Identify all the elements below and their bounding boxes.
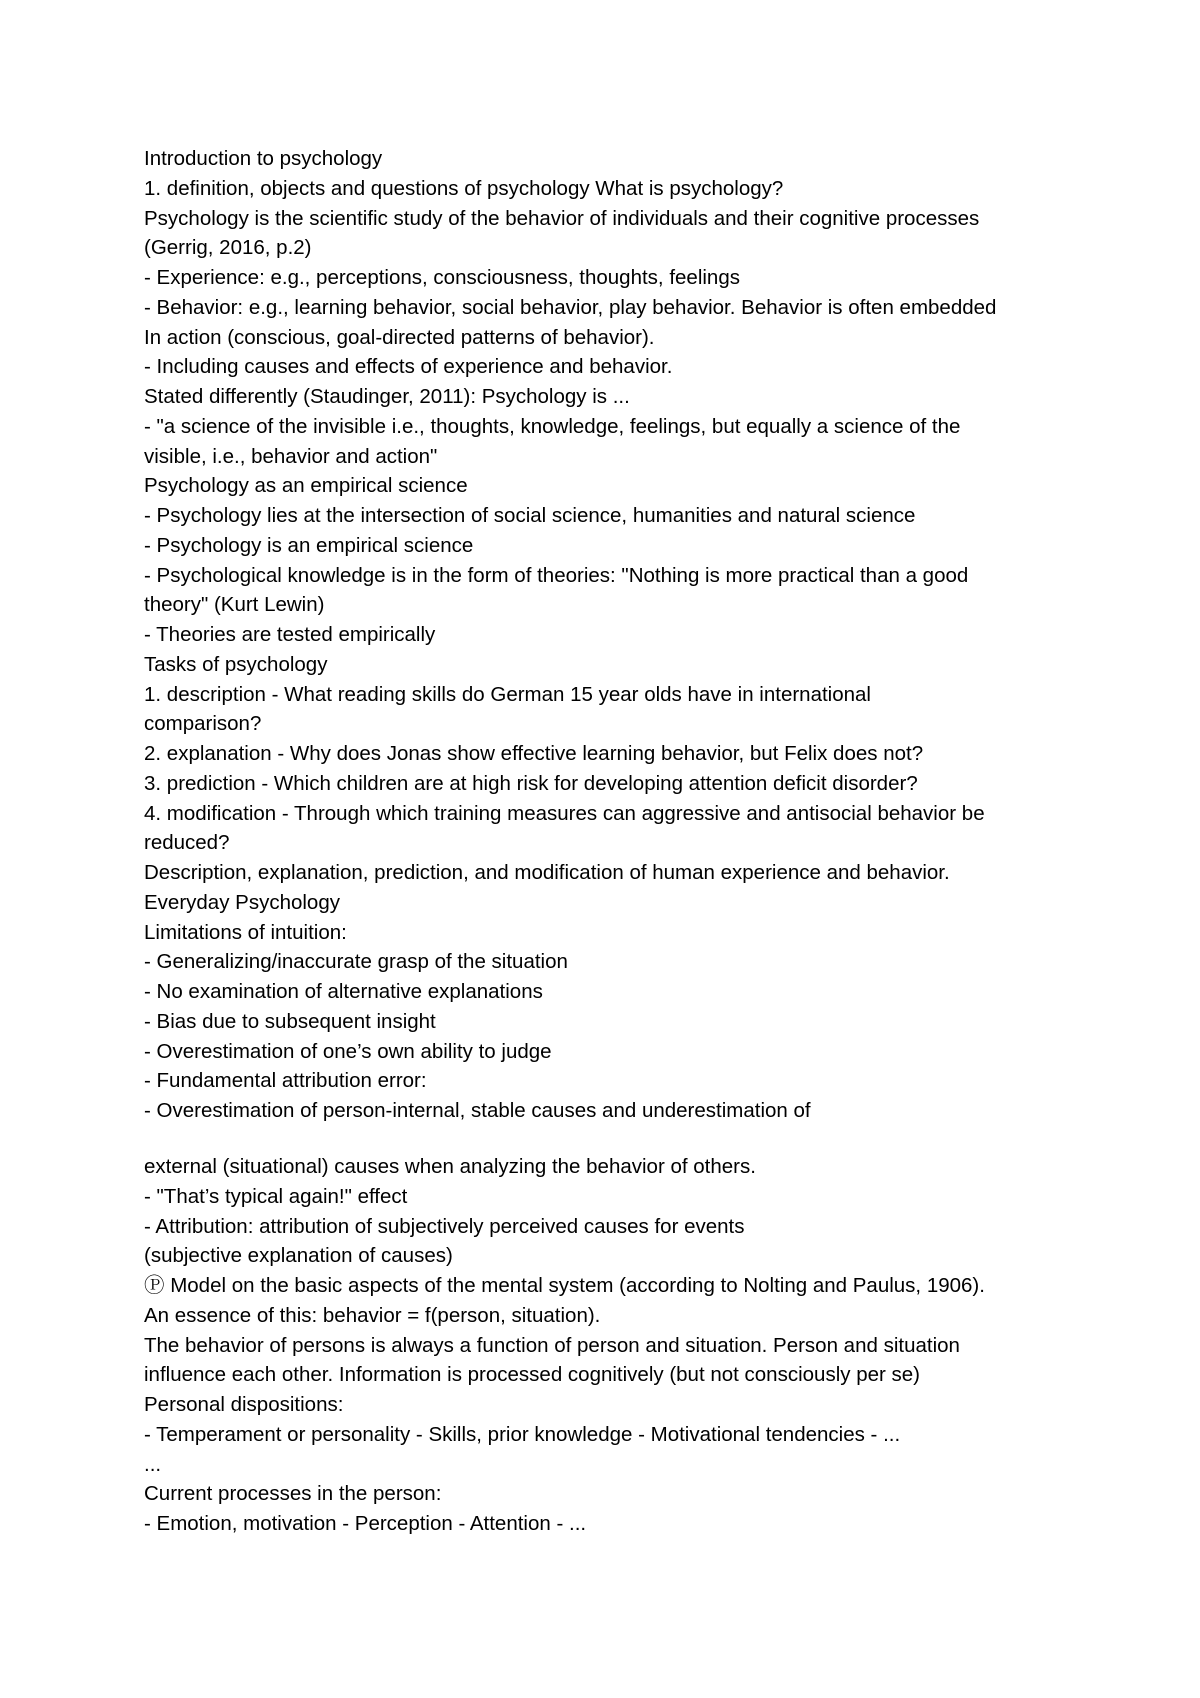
text-line: Ⓟ Model on the basic aspects of the mental system (according to Nolting and Paulus, 1906). [144,1274,985,1297]
text-line: - Theories are tested empirically [144,623,436,646]
text-line: comparison? [144,712,262,736]
text-line: Psychology is the scientific study of the behavior of individuals and their cognitive processes [144,206,980,230]
text-line: - Generalizing/inaccurate grasp of the situation [144,950,568,974]
text-line: 1. definition, objects and questions of psychology What is psychology? [144,176,784,200]
text-line: The behavior of persons is always a function of person and situation. Person and situation [144,1333,960,1357]
text-line: Stated differently (Staudinger, 2011): Psychology is ... [144,385,630,408]
text-line: 4. modification - Through which training measures can aggressive and antisocial behavior be [144,801,985,825]
text-line: - Psychology is an empirical science [144,533,474,557]
text-line: Everyday Psychology [144,890,340,914]
text-line: - Experience: e.g., perceptions, consciousness, thoughts, feelings [144,266,740,289]
text-line: (subjective explanation of causes) [144,1244,453,1268]
text-line: Personal dispositions: [144,1393,344,1416]
text-line: - Overestimation of person-internal, stable causes and underestimation of [144,1099,811,1122]
text-line: Tasks of psychology [144,652,328,676]
text-line: An essence of this: behavior = f(person, situation). [144,1303,601,1327]
text-block-part1 [144,144,1074,1126]
text-line: reduced? [144,831,230,855]
text-line: Psychology as an empirical science [144,474,468,498]
text-line: ... [144,1452,162,1476]
text-line: influence each other. Information is processed cognitively (but not consciously per se) [144,1363,920,1387]
text-line: - Fundamental attribution error: [144,1069,427,1093]
text-line: - Including causes and effects of experience and behavior. [144,355,673,379]
text-line: - Psychology lies at the intersection of social science, humanities and natural science [144,504,916,527]
text-line: 2. explanation - Why does Jonas show effective learning behavior, but Felix does not? [144,742,924,765]
text-line: Limitations of intuition: [144,920,347,944]
text-line: - No examination of alternative explanations [144,980,543,1003]
text-line: (Gerrig, 2016, p.2) [144,236,312,260]
text-line: visible, i.e., behavior and action" [144,444,438,468]
text-line: - Attribution: attribution of subjectively perceived causes for events [144,1214,745,1238]
text-line: - Psychological knowledge is in the form of theories: "Nothing is more practical than a good [144,563,969,587]
text-line: - "That’s typical again!" effect [144,1184,408,1208]
text-line: Introduction to psychology [144,147,383,170]
text-line: external (situational) causes when analyzing the behavior of others. [144,1155,756,1178]
text-line: 3. prediction - Which children are at high risk for developing attention deficit disorder? [144,771,918,795]
text-line: 1. description - What reading skills do German 15 year olds have in international [144,682,871,706]
text-line: - Emotion, motivation - Perception - Attention - ... [144,1512,587,1535]
text-line: - Bias due to subsequent insight [144,1009,436,1033]
text-line: theory" (Kurt Lewin) [144,593,325,617]
text-line: In action (conscious, goal-directed patterns of behavior). [144,325,655,349]
text-line: Description, explanation, prediction, and modification of human experience and behavior. [144,861,950,884]
text-line: - Overestimation of one’s own ability to judge [144,1039,552,1063]
text-block-part2 [144,1152,1074,1539]
text-line: - Temperament or personality - Skills, prior knowledge - Motivational tendencies - ... [144,1422,901,1446]
text-line: - "a science of the invisible i.e., thoughts, knowledge, feelings, but equally a science of the [144,414,961,438]
text-line: Current processes in the person: [144,1482,442,1506]
text-line: - Behavior: e.g., learning behavior, social behavior, play behavior. Behavior is often embedded [144,295,997,319]
